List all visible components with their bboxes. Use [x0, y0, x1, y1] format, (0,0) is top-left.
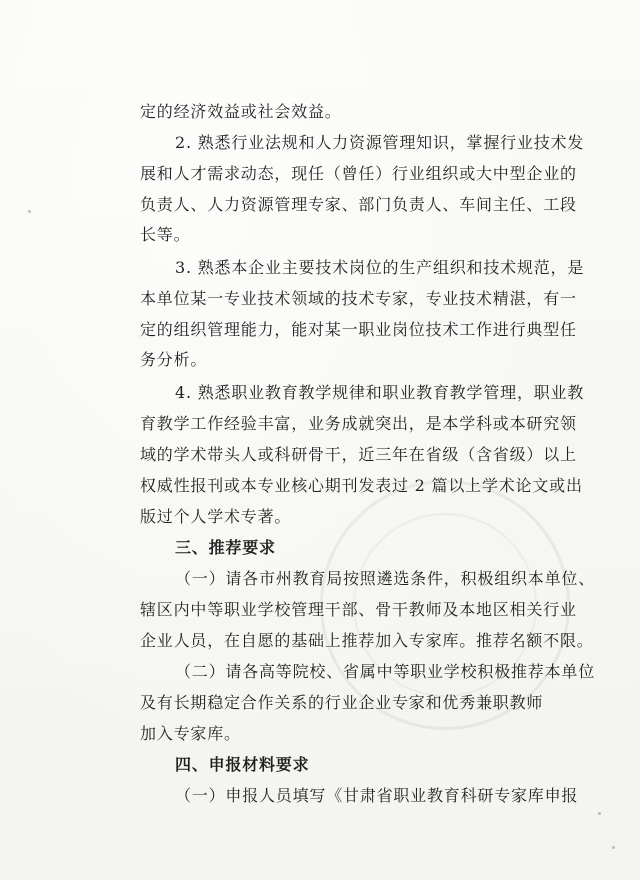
paragraph-line: 务分析。 [140, 350, 208, 369]
section-heading: 三、推荐要求 [175, 538, 276, 557]
paragraph-line: 育教学工作经验丰富，业务成就突出，是本学科或本研究领 [140, 414, 577, 433]
paragraph-line: 4. 熟悉职业教育教学规律和职业教育教学管理，职业教 [175, 383, 585, 402]
paragraph-line: （二）请各高等院校、省属中等职业学校积极推荐本单位 [175, 662, 596, 681]
paragraph-line: 负责人、人力资源管理专家、部门负责人、车间主任、工段 [140, 195, 577, 214]
paragraph-line: 长等。 [140, 225, 191, 244]
paragraph-line: 定的组织管理能力，能对某一职业岗位技术工作进行典型任 [140, 320, 577, 339]
paragraph-line: 2. 熟悉行业法规和人力资源管理知识，掌握行业技术发 [175, 133, 585, 152]
paragraph-line: 3. 熟悉本企业主要技术岗位的生产组织和技术规范，是 [175, 258, 585, 277]
scan-speck [612, 846, 615, 849]
paragraph-line: 辖区内中等职业学校管理干部、骨干教师及本地区相关行业 [140, 600, 577, 619]
section-heading: 四、申报材料要求 [175, 755, 310, 774]
paragraph-line: 加入专家库。 [140, 724, 241, 743]
paragraph-line: 及有长期稳定合作关系的行业企业专家和优秀兼职教师 [140, 693, 544, 712]
paragraph-line: 域的学术带头人或科研骨干，近三年在省级（含省级）以上 [140, 445, 577, 464]
scan-speck [598, 812, 601, 815]
paragraph-line: 展和人才需求动态，现任（曾任）行业组织或大中型企业的 [140, 164, 577, 183]
paragraph-line: 定的经济效益或社会效益。 [140, 102, 342, 121]
paragraph-line: 企业人员，在自愿的基础上推荐加入专家库。推荐名额不限。 [140, 631, 594, 650]
scan-speck [28, 210, 31, 213]
paragraph-line: 权威性报刊或本专业核心期刊发表过 2 篇以上学术论文或出 [140, 476, 583, 495]
paragraph-line: （一）请各市州教育局按照遴选条件，积极组织本单位、 [175, 569, 596, 588]
paragraph-line: 版过个人学术专著。 [140, 507, 292, 526]
paragraph-line: 本单位某一专业技术领域的技术专家，专业技术精湛，有一 [140, 289, 577, 308]
paragraph-line: （一）申报人员填写《甘肃省职业教育科研专家库申报 [175, 786, 579, 805]
